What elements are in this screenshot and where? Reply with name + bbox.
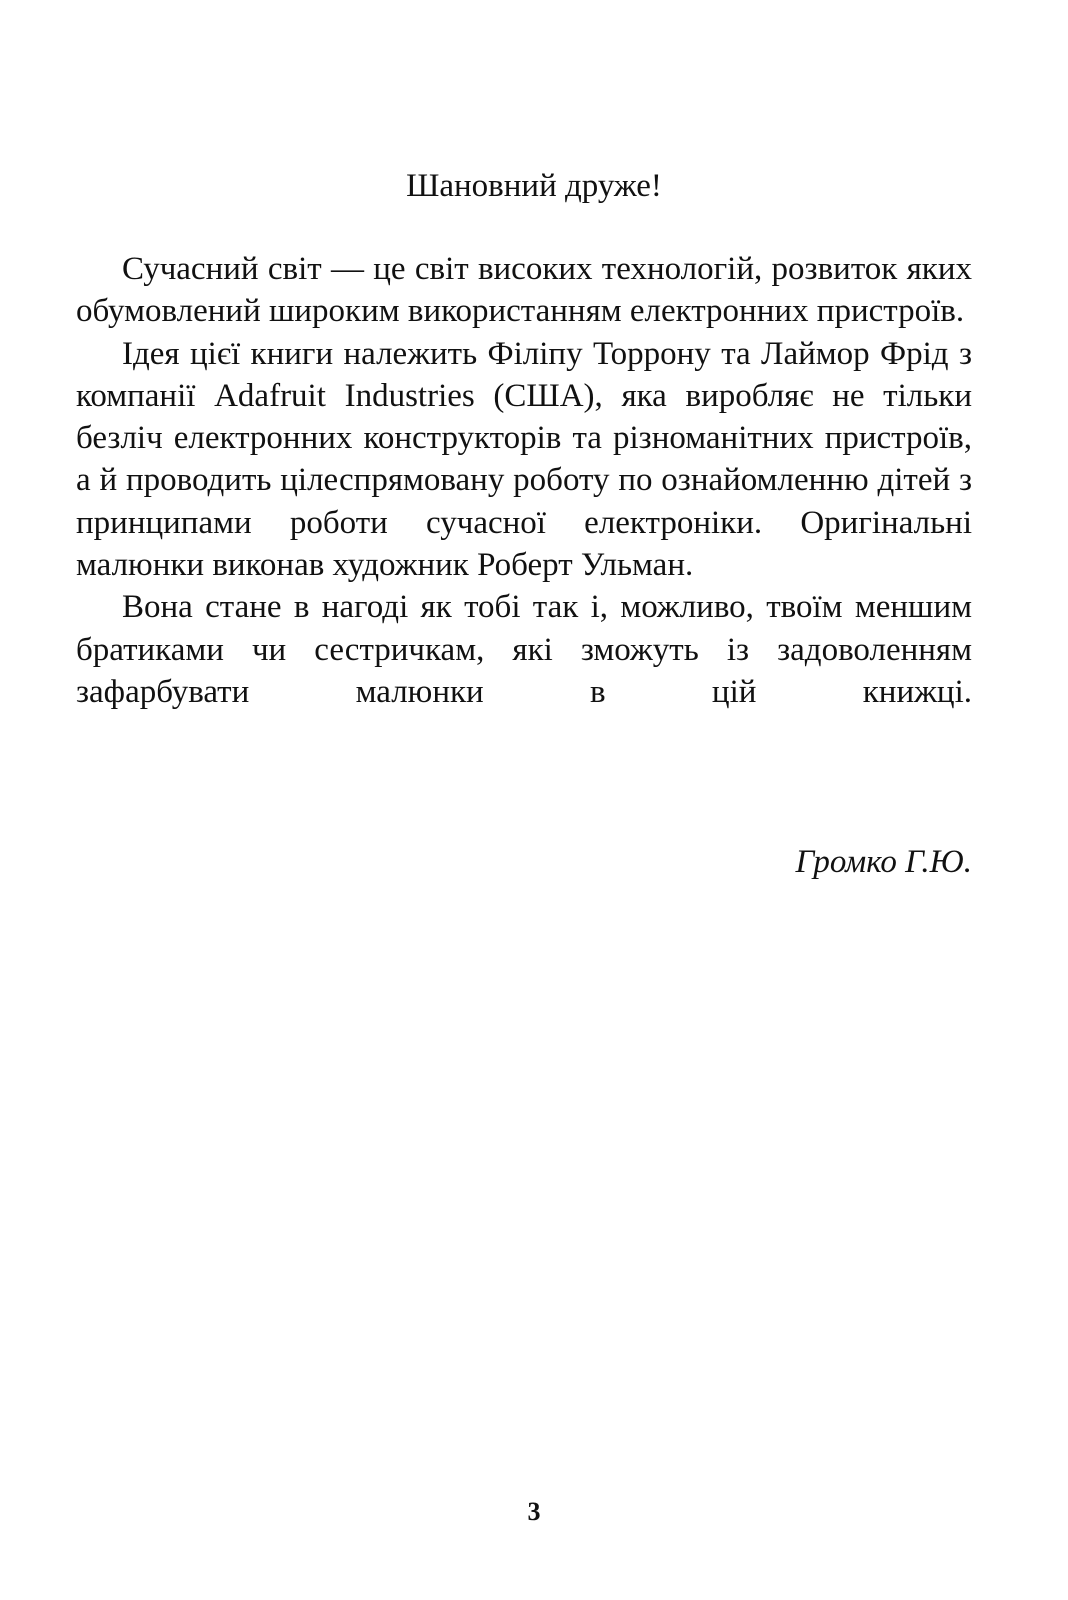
body-text	[76, 248, 972, 713]
paragraph-intro: Сучасний світ — це світ високих технологій, розвиток яких обумовлений широким використанням електронних пристроїв.	[76, 251, 972, 330]
greeting-heading: Шановний друже!	[406, 168, 662, 204]
paragraph-book-idea: Ідея цієї книги належить Філіпу Торрону та Лаймор Фрід з компанії Adafruit Industries (США), яка виробляє не тільки безліч електронних конструкторів та різноманітних пристроїв, а й проводить цілеспрямовану роботу по ознайомленню дітей з принципами роботи сучасної електроніки. Оригінальні малюнки виконав художник Роберт Ульман.	[76, 335, 972, 584]
page-number: 3	[527, 1497, 541, 1526]
author-signature: Громко Г.Ю.	[795, 844, 972, 880]
paragraph-usage: Вона стане в нагоді як тобі так і, можливо, твоїм меншим братиками чи сестричкам, які зможуть із задоволенням зафарбувати малюнки в цій книжці.	[76, 589, 972, 710]
